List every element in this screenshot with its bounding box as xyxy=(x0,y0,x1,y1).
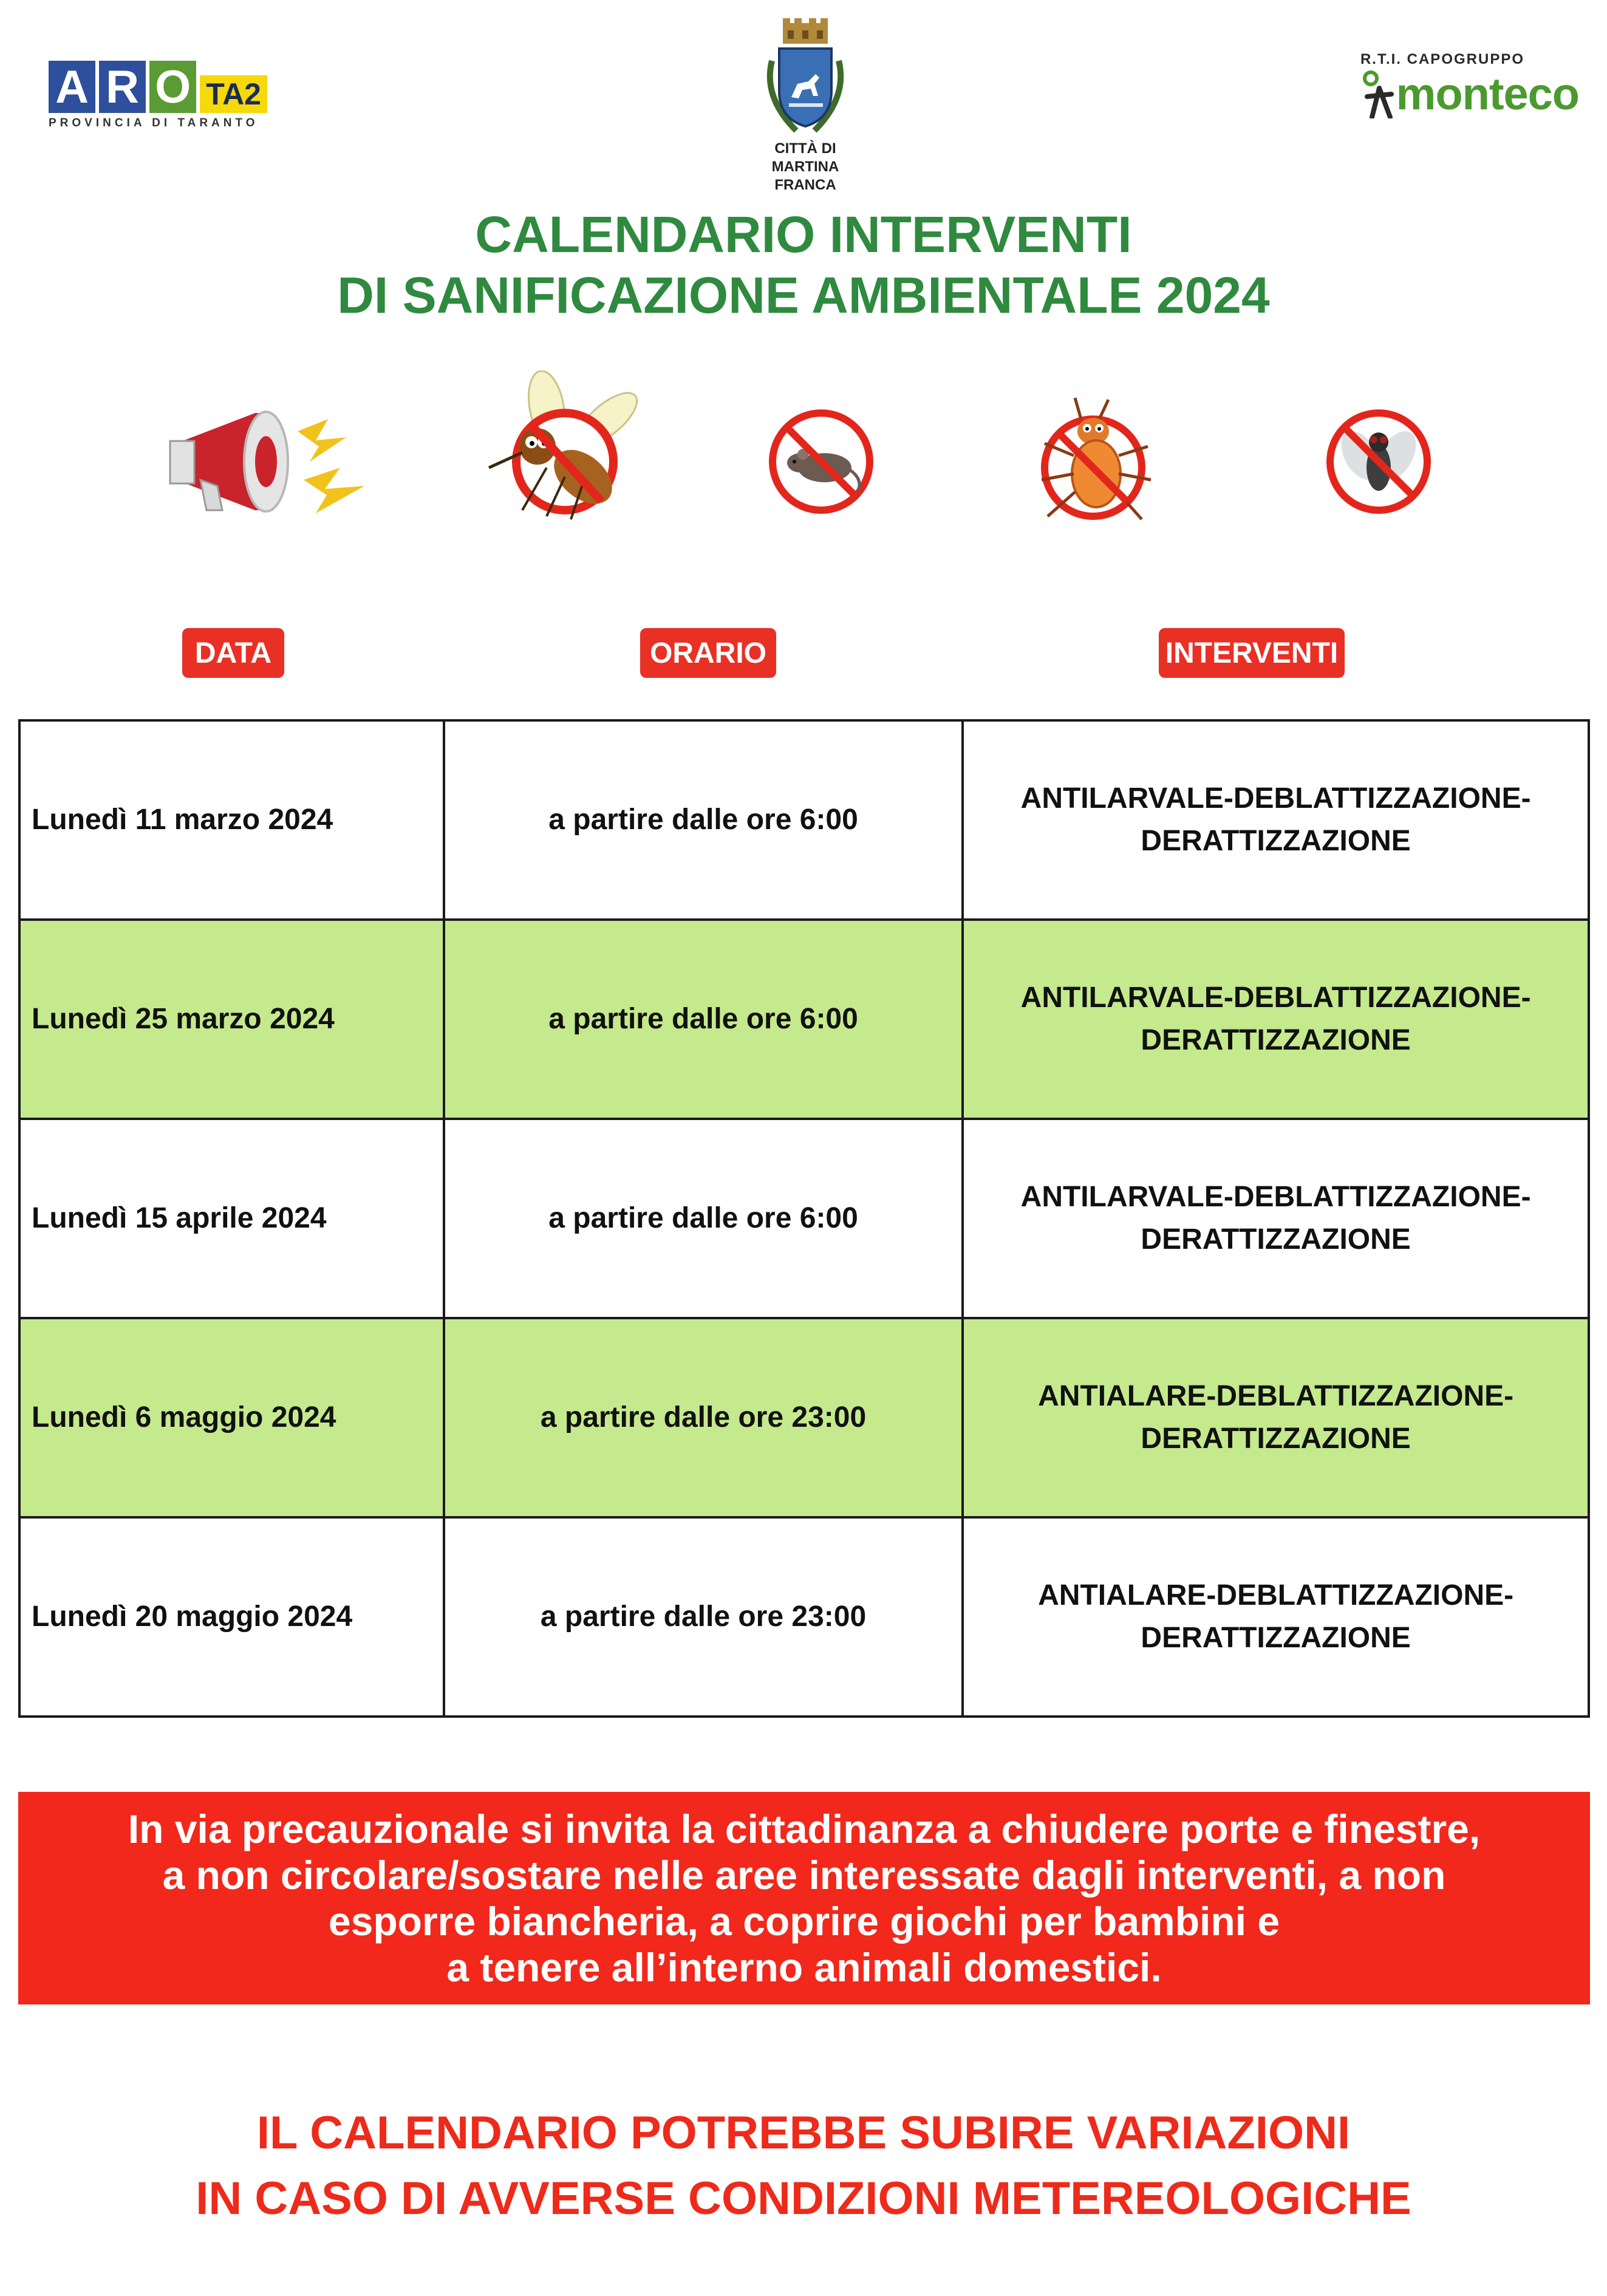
work-cell xyxy=(963,1119,1589,1318)
header-date: DATA xyxy=(182,628,284,678)
work-line: ANTIALARE-DEBLATTIZZAZIONE- xyxy=(1038,1579,1514,1611)
monteco-name: monteco xyxy=(1396,69,1579,119)
monteco-figure-icon xyxy=(1362,70,1396,118)
city-logo xyxy=(745,18,866,193)
work-line: DERATTIZZAZIONE xyxy=(1141,1622,1411,1654)
no-mosquito-icon xyxy=(480,371,644,522)
megaphone-icon xyxy=(164,395,370,528)
schedule-table xyxy=(18,719,1590,1718)
header-time: ORARIO xyxy=(640,628,776,678)
coat-of-arms-icon xyxy=(760,18,851,140)
work-cell xyxy=(963,1517,1589,1717)
title-line1: CALENDARIO INTERVENTI xyxy=(475,206,1132,263)
title-line2: DI SANIFICAZIONE AMBIENTALE 2024 xyxy=(337,267,1270,324)
date-cell: Lunedì 11 marzo 2024 xyxy=(19,720,444,920)
table-row xyxy=(19,1318,1589,1517)
table-row xyxy=(19,920,1589,1119)
date-cell: Lunedì 15 aprile 2024 xyxy=(19,1119,444,1318)
work-line: ANTILARVALE-DEBLATTIZZAZIONE- xyxy=(1020,782,1531,815)
work-line: DERATTIZZAZIONE xyxy=(1141,1024,1411,1056)
aro-letter-o: O xyxy=(149,61,196,113)
date-cell: Lunedì 25 marzo 2024 xyxy=(19,920,444,1119)
no-cockroach-icon xyxy=(1032,395,1154,528)
header-work: INTERVENTI xyxy=(1159,628,1345,678)
time-cell: a partire dalle ore 6:00 xyxy=(444,1119,963,1318)
monteco-tagline: R.T.I. CAPOGRUPPO xyxy=(1360,51,1524,67)
date-cell: Lunedì 20 maggio 2024 xyxy=(19,1517,444,1717)
aro-letter-a: A xyxy=(49,61,95,113)
date-cell: Lunedì 6 maggio 2024 xyxy=(19,1318,444,1517)
table-row xyxy=(19,720,1589,920)
time-cell: a partire dalle ore 23:00 xyxy=(444,1517,963,1717)
monteco-logo xyxy=(1324,51,1579,118)
work-line: ANTILARVALE-DEBLATTIZZAZIONE- xyxy=(1020,1181,1531,1213)
no-rat-icon xyxy=(766,407,876,516)
aro-letter-r: R xyxy=(99,61,146,113)
time-cell: a partire dalle ore 6:00 xyxy=(444,720,963,920)
precaution-notice xyxy=(18,1792,1590,2004)
work-cell xyxy=(963,1318,1589,1517)
aro-subtitle: PROVINCIA DI TARANTO xyxy=(49,117,259,129)
aro-logo xyxy=(49,60,267,132)
work-line: DERATTIZZAZIONE xyxy=(1141,825,1411,857)
table-row xyxy=(19,1119,1589,1318)
work-cell xyxy=(963,720,1589,920)
time-cell: a partire dalle ore 23:00 xyxy=(444,1318,963,1517)
table-row xyxy=(19,1517,1589,1717)
work-line: DERATTIZZAZIONE xyxy=(1141,1223,1411,1256)
notice-line1: In via precauzionale si invita la cittadinanza a chiudere porte e finestre, xyxy=(128,1806,1481,1851)
no-fly-icon xyxy=(1324,407,1433,516)
work-line: DERATTIZZAZIONE xyxy=(1141,1423,1411,1455)
work-line: ANTIALARE-DEBLATTIZZAZIONE- xyxy=(1038,1380,1514,1412)
time-cell: a partire dalle ore 6:00 xyxy=(444,920,963,1119)
city-name-line1: CITTÀ DI xyxy=(774,140,836,157)
notice-line3: esporre biancheria, a coprire giochi per bambini e xyxy=(328,1899,1280,1944)
city-name-line2: MARTINA FRANCA xyxy=(771,159,839,193)
footer-line2: IN CASO DI AVVERSE CONDIZIONI METEREOLOGICHE xyxy=(196,2173,1411,2224)
notice-line2: a non circolare/sostare nelle aree interessate dagli interventi, a non xyxy=(162,1853,1446,1898)
work-cell xyxy=(963,920,1589,1119)
notice-line4: a tenere all’interno animali domestici. xyxy=(446,1945,1162,1990)
footer-line1: IL CALENDARIO POTREBBE SUBIRE VARIAZIONI xyxy=(256,2107,1351,2159)
aro-badge: TA2 xyxy=(200,75,267,113)
work-line: ANTILARVALE-DEBLATTIZZAZIONE- xyxy=(1020,982,1531,1014)
variation-warning xyxy=(0,2100,1607,2232)
page-title xyxy=(0,204,1607,326)
